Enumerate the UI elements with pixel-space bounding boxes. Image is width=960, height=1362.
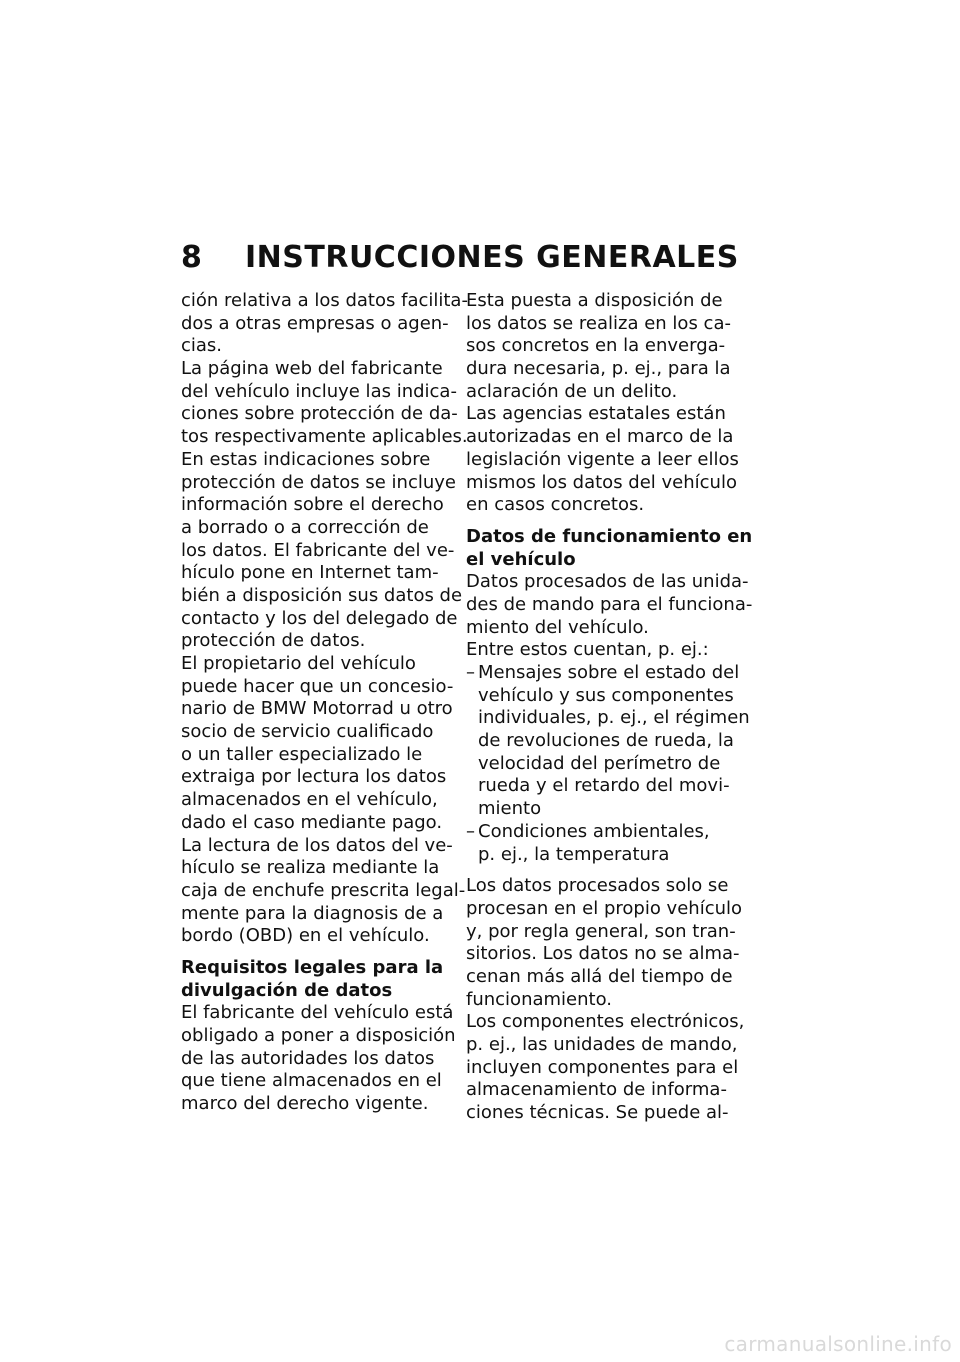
text-line: autorizadas en el marco de la — [466, 426, 734, 448]
text-line: miento — [478, 798, 542, 820]
text-line: dado el caso mediante pago. — [181, 811, 443, 833]
chapter-title: INSTRUCCIONES GENERALES — [245, 240, 739, 275]
text-line: hículo se realiza mediante la — [181, 857, 440, 879]
text-line: sitorios. Los datos no se alma- — [466, 943, 740, 965]
text-line: en casos concretos. — [466, 494, 645, 516]
paragraph — [181, 1002, 463, 1115]
text-line: vehículo y sus componentes — [478, 684, 734, 706]
chapter-header — [181, 240, 781, 280]
text-line: de revoluciones de rueda, la — [478, 730, 734, 752]
text-line: Mensajes sobre el estado del — [478, 662, 740, 683]
text-line: La lectura de los datos del ve- — [181, 834, 453, 856]
text-line: Condiciones ambientales, — [478, 820, 710, 842]
text-line: procesan en el propio vehículo — [466, 897, 743, 919]
text-line: o un taller especializado le — [181, 743, 423, 765]
text-line: incluyen componentes para el — [466, 1056, 739, 1078]
text-line: En estas indicaciones sobre — [181, 448, 431, 470]
text-line: aclaración de un delito. — [466, 380, 678, 402]
text-line: cenan más allá del tiempo de — [466, 965, 733, 987]
list-item — [466, 821, 758, 866]
text-line: puede hacer que un concesio- — [181, 675, 454, 697]
text-line: bordo (OBD) en el vehículo. — [181, 925, 430, 947]
text-line: mente para la diagnosis de a — [181, 902, 444, 924]
text-line: tos respectivamente aplicables. — [181, 426, 468, 448]
text-line: a borrado o a corrección de — [181, 516, 429, 538]
text-line: obligado a poner a disposición — [181, 1025, 456, 1046]
text-line: protección de datos se incluye — [181, 471, 456, 493]
heading-line: el vehículo — [466, 548, 576, 570]
text-line: Las agencias estatales están — [466, 403, 726, 425]
text-line: socio de servicio cualificado — [181, 721, 434, 743]
dash-marker: – — [466, 820, 475, 842]
text-line: marco del derecho vigente. — [181, 1093, 429, 1115]
text-line: Esta puesta a disposición de — [466, 290, 723, 311]
text-line: rueda y el retardo del movi- — [478, 775, 730, 797]
text-line: almacenados en el vehículo, — [181, 789, 438, 811]
text-line: legislación vigente a leer ellos — [466, 448, 739, 470]
paragraph — [181, 290, 468, 358]
text-line: de las autoridades los datos — [181, 1047, 435, 1069]
text-line: nario de BMW Motorrad u otro — [181, 698, 453, 720]
right-column — [466, 290, 758, 1125]
bullet-line — [466, 662, 758, 685]
text-line: Entre estos cuentan, p. ej.: — [466, 639, 709, 661]
text-line: Los componentes electrónicos, — [466, 1011, 745, 1033]
text-line: caja de enchufe prescrita legal- — [181, 879, 466, 901]
text-line: los datos se realiza en los ca- — [466, 312, 731, 334]
text-line: bién a disposición sus datos de — [181, 584, 463, 606]
section-heading — [466, 526, 758, 571]
text-line: p. ej., la temperatura — [478, 843, 670, 865]
list-item — [466, 662, 758, 821]
paragraph — [466, 290, 758, 517]
text-line: miento del vehículo. — [466, 616, 649, 638]
text-line: dura necesaria, p. ej., para la — [466, 358, 731, 380]
text-line: dos a otras empresas o agen- — [181, 312, 449, 334]
text-line: información sobre el derecho — [181, 494, 444, 516]
text-line: protección de datos. — [181, 630, 366, 652]
text-line: funcionamiento. — [466, 988, 612, 1010]
text-line: Los datos procesados solo se — [466, 875, 729, 897]
text-line: ción relativa a los datos facilita- — [181, 290, 468, 311]
text-line: almacenamiento de informa- — [466, 1079, 727, 1101]
paragraph — [181, 358, 468, 653]
text-line: El propietario del vehículo — [181, 653, 416, 674]
section-heading — [181, 957, 463, 1002]
text-line: La página web del fabricante — [181, 358, 443, 380]
text-line: y, por regla general, son tran- — [466, 920, 736, 942]
chapter-number: 8 — [181, 240, 203, 275]
text-line: ciones técnicas. Se puede al- — [466, 1102, 729, 1124]
text-line: cias. — [181, 335, 223, 357]
bullet-line — [466, 821, 758, 844]
text-line: ciones sobre protección de da- — [181, 403, 458, 425]
heading-line: Datos de funcionamiento en — [466, 525, 753, 547]
dash-marker: – — [466, 662, 475, 683]
text-line: que tiene almacenados en el — [181, 1070, 442, 1092]
watermark-link[interactable]: carmanualsonline.info — [724, 1332, 952, 1356]
left-column — [181, 290, 468, 1116]
text-line: des de mando para el funciona- — [466, 593, 753, 615]
text-line: individuales, p. ej., el régimen — [478, 707, 750, 729]
heading-line: Requisitos legales para la — [181, 956, 444, 978]
text-line: Datos procesados de las unida- — [466, 571, 749, 593]
text-line: velocidad del perímetro de — [478, 752, 721, 774]
text-line: El fabricante del vehículo está — [181, 1002, 454, 1024]
text-line: extraiga por lectura los datos — [181, 766, 447, 788]
text-line: los datos. El fabricante del ve- — [181, 539, 455, 561]
paragraph — [466, 571, 758, 662]
paragraph — [181, 653, 466, 948]
text-line: p. ej., las unidades de mando, — [466, 1034, 738, 1055]
bullet-list — [466, 662, 758, 866]
text-line: mismos los datos del vehículo — [466, 471, 737, 493]
text-line: del vehículo incluye las indica- — [181, 380, 457, 402]
heading-line: divulgación de datos — [181, 979, 393, 1001]
text-line: sos concretos en la enverga- — [466, 335, 726, 357]
paragraph — [466, 875, 758, 1125]
text-line: contacto y los del delegado de — [181, 607, 458, 629]
text-line: hículo pone en Internet tam- — [181, 562, 439, 584]
